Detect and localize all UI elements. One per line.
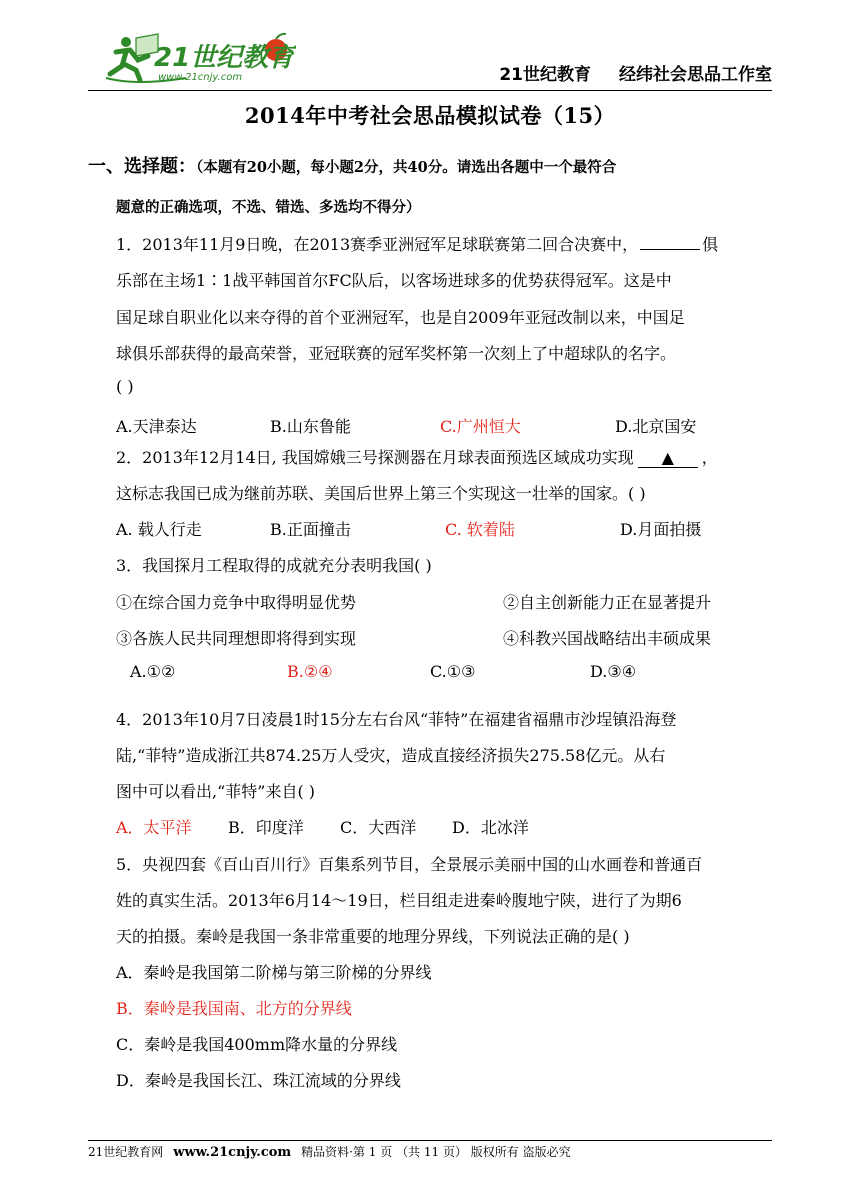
q3-statement-2: ②自主创新能力正在显著提升	[503, 593, 712, 612]
header-studio: 经纬社会思品工作室	[619, 65, 772, 85]
section-note-2: 题意的正确选项，不选、错选、多选均不得分）	[116, 199, 421, 216]
q4-option-b: B．印度洋	[228, 818, 304, 837]
q3-option-b: B.②④	[287, 662, 333, 681]
q1-line-4: 球俱乐部获得的最高荣誉，亚冠联赛的冠军奖杯第一次刻上了中超球队的名字。	[116, 344, 677, 363]
q1-option-a: A.天津泰达	[116, 417, 197, 436]
logo	[96, 30, 296, 86]
header-org: 21世纪教育	[499, 65, 591, 85]
q1-line-5: ( )	[116, 377, 134, 396]
footer-right: 精品资料·第 1 页 （共 11 页） 版权所有 盗版必究	[301, 1145, 571, 1159]
page-footer	[88, 1140, 772, 1160]
q2-blank: ▲	[638, 448, 698, 468]
q1-line-1a: 1．2013年11月9日晚，在2013赛季亚洲冠军足球联赛第二回合决赛中，	[116, 235, 639, 254]
q2-line-1	[116, 445, 718, 468]
q4-line-3: 图中可以看出,“菲特”来自( )	[116, 782, 316, 801]
q1-blank	[640, 235, 700, 250]
logo-text: 21世纪教育	[154, 43, 295, 73]
logo-url: www.21cnjy.com	[158, 72, 243, 83]
q3-option-c: C.①③	[430, 662, 476, 681]
q2-line-2: 这标志我国已成为继前苏联、美国后世界上第三个实现这一壮举的国家。( )	[116, 484, 646, 503]
q2-option-c: C. 软着陆	[445, 520, 515, 539]
q5-option-d: D．秦岭是我国长江、珠江流域的分界线	[116, 1071, 401, 1090]
q4-option-d: D．北冰洋	[452, 818, 529, 837]
q5-line-1: 5．央视四套《百山百川行》百集系列节目，全景展示美丽中国的山水画卷和普通百	[116, 855, 703, 874]
q2-option-b: B.正面撞击	[270, 520, 351, 539]
q4-option-a: A．太平洋	[116, 818, 192, 837]
q3-option-d: D.③④	[590, 662, 637, 681]
q3-line-1: 3．我国探月工程取得的成就充分表明我国( )	[116, 556, 432, 575]
q3-statement-1: ①在综合国力竞争中取得明显优势	[116, 593, 357, 612]
q4-option-c: C．大西洋	[340, 818, 417, 837]
q1-option-b: B.山东鲁能	[270, 417, 351, 436]
section-heading	[88, 152, 616, 178]
q3-option-a: A.①②	[130, 662, 176, 681]
header-right	[471, 60, 772, 85]
q5-line-2: 姓的真实生活。2013年6月14～19日，栏目组走进秦岭腹地宁陕，进行了为期6	[116, 891, 682, 910]
page-title: 2014年中考社会思品模拟试卷（15）	[244, 103, 616, 128]
section-note-1: （本题有20小题，每小题2分，共40分。请选出各题中一个最符合	[196, 159, 617, 176]
footer-site-link[interactable]: www.21cnjy.com	[173, 1145, 292, 1160]
q1-line-1	[116, 232, 718, 255]
q1-line-2: 乐部在主场1∶1战平韩国首尔FC队后，以客场进球多的优势获得冠军。这是中	[116, 271, 672, 290]
footer-left: 21世纪教育网	[88, 1145, 164, 1159]
q1-line-1b: 俱	[702, 235, 719, 254]
q1-option-d: D.北京国安	[615, 417, 697, 436]
q2-option-a: A. 载人行走	[116, 520, 202, 539]
section-title: 一、选择题：	[88, 156, 196, 177]
q1-option-c: C.广州恒大	[440, 417, 521, 436]
q3-statement-4: ④科教兴国战略结出丰硕成果	[503, 629, 712, 648]
q5-option-c: C．秦岭是我国400mm降水量的分界线	[116, 1035, 398, 1054]
q4-line-2: 陆,“菲特”造成浙江共874.25万人受灾，造成直接经济损失275.58亿元。从右	[116, 746, 666, 765]
q5-option-b: B．秦岭是我国南、北方的分界线	[116, 999, 352, 1018]
q1-line-3: 国足球自职业化以来夺得的首个亚洲冠军，也是自2009年亚冠改制以来，中国足	[116, 308, 685, 327]
q2-line-1b: ，	[701, 448, 718, 467]
q2-option-d: D.月面拍摄	[620, 520, 702, 539]
q5-line-3: 天的拍摄。秦岭是我国一条非常重要的地理分界线，下列说法正确的是( )	[116, 927, 630, 946]
page-header	[88, 30, 772, 91]
q5-option-a: A．秦岭是我国第二阶梯与第三阶梯的分界线	[116, 963, 432, 982]
q3-statement-3: ③各族人民共同理想即将得到实现	[116, 629, 357, 648]
q4-line-1: 4．2013年10月7日凌晨1时15分左右台风“菲特”在福建省福鼎市沙埕镇沿海登	[116, 710, 677, 729]
q2-line-1a: 2．2013年12月14日, 我国嫦娥三号探测器在月球表面预选区域成功实现	[116, 448, 634, 467]
